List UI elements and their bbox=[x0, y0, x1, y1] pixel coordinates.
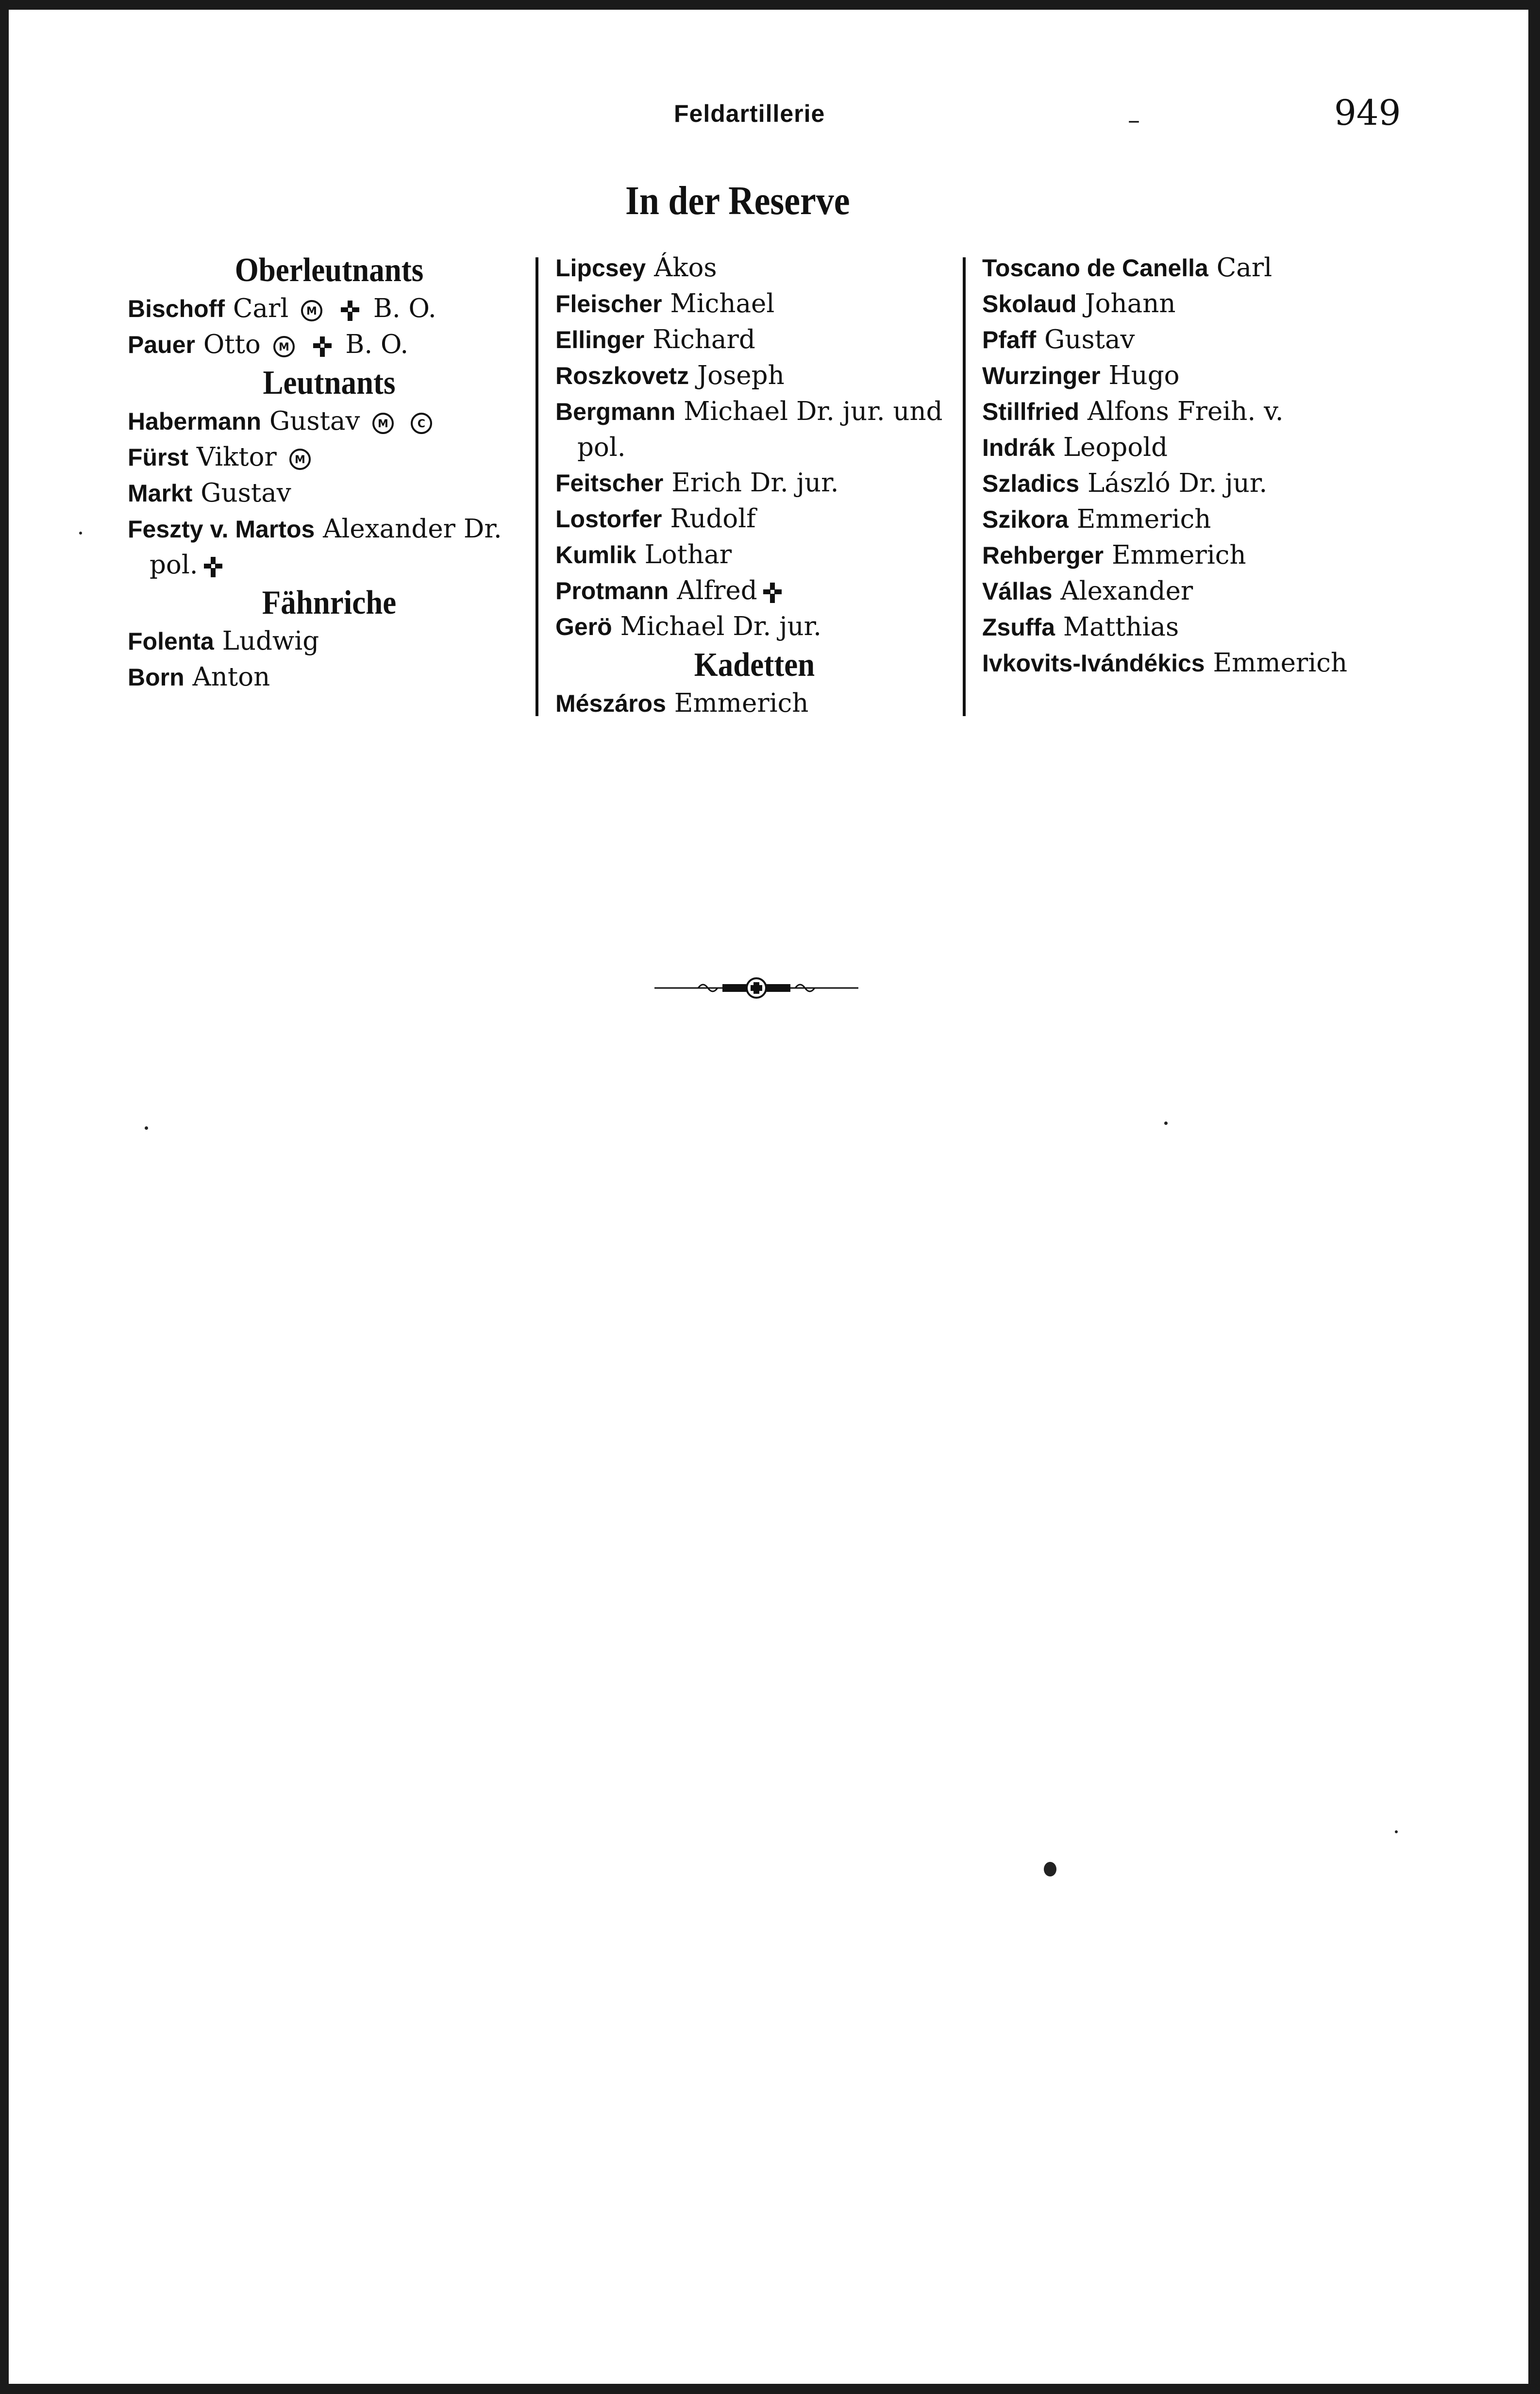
scan-speck bbox=[79, 532, 82, 535]
given-name: Ludwig bbox=[222, 626, 319, 656]
list-item bbox=[982, 573, 1419, 609]
column-divider bbox=[536, 257, 538, 716]
surname: Szikora bbox=[982, 506, 1069, 533]
list-item bbox=[128, 511, 531, 583]
surname: Ivkovits-Ivándékics bbox=[982, 650, 1205, 677]
surname: Bergmann bbox=[555, 398, 676, 425]
list-item bbox=[555, 686, 954, 721]
group-heading-faehnriche: Fähnriche bbox=[262, 584, 397, 621]
surname: Kumlik bbox=[555, 541, 636, 569]
surname: Lostorfer bbox=[555, 505, 662, 533]
svg-text:M: M bbox=[278, 341, 289, 353]
list-item bbox=[555, 537, 954, 573]
entry-continuation bbox=[128, 547, 531, 583]
list-item bbox=[128, 403, 531, 439]
column-2 bbox=[555, 250, 954, 721]
column-3 bbox=[982, 250, 1419, 681]
list-item bbox=[128, 327, 531, 363]
medal-m-icon bbox=[300, 299, 324, 323]
given-name: Emmerich bbox=[1213, 648, 1348, 678]
svg-text:C: C bbox=[418, 418, 426, 430]
svg-text:M: M bbox=[294, 453, 305, 466]
list-item bbox=[982, 645, 1419, 681]
surname: Skolaud bbox=[982, 290, 1077, 318]
surname: Pfaff bbox=[982, 326, 1037, 353]
surname: Toscano de Canella bbox=[982, 254, 1208, 282]
given-name: László bbox=[1087, 469, 1171, 498]
given-name: Ákos bbox=[654, 253, 717, 283]
list-item bbox=[555, 322, 954, 358]
annotation: Dr. jur. bbox=[1178, 469, 1268, 498]
given-name: Hugo bbox=[1108, 361, 1180, 390]
surname: Fleischer bbox=[555, 290, 662, 318]
surname: Markt bbox=[128, 480, 193, 507]
given-name: Otto bbox=[203, 330, 261, 359]
surname: Zsuffa bbox=[982, 614, 1055, 641]
list-item bbox=[555, 465, 954, 501]
given-name: Alfred bbox=[677, 576, 757, 605]
given-name: Emmerich bbox=[674, 688, 809, 718]
given-name: Gustav bbox=[1044, 325, 1135, 354]
surname: Vállas bbox=[982, 578, 1053, 605]
surname: Habermann bbox=[128, 408, 262, 435]
annotation: Dr. bbox=[463, 514, 502, 544]
group-heading-oberleutnants: Oberleutnants bbox=[234, 251, 424, 289]
page-number: 949 bbox=[1334, 92, 1401, 133]
surname: Roszkovetz bbox=[555, 362, 689, 389]
surname: Lipcsey bbox=[555, 254, 646, 282]
column-1 bbox=[128, 250, 531, 695]
list-item bbox=[982, 358, 1419, 394]
scan-speck bbox=[1164, 1122, 1168, 1125]
cross-icon bbox=[201, 555, 225, 579]
medal-c-icon bbox=[409, 411, 434, 435]
given-name: Carl bbox=[1216, 253, 1272, 283]
list-item bbox=[128, 623, 531, 659]
list-item bbox=[982, 394, 1419, 430]
given-name: Alexander bbox=[323, 514, 456, 544]
surname: Bischoff bbox=[128, 295, 225, 322]
surname: Ellinger bbox=[555, 326, 645, 353]
given-name: Leopold bbox=[1063, 433, 1168, 462]
given-name: Gustav bbox=[269, 406, 360, 436]
list-item bbox=[982, 430, 1419, 466]
given-name: Emmerich bbox=[1111, 540, 1246, 570]
list-item bbox=[555, 358, 954, 394]
annotation: Dr. jur. bbox=[750, 468, 839, 498]
list-item bbox=[555, 573, 954, 609]
cross-icon bbox=[338, 299, 362, 323]
list-item bbox=[555, 501, 954, 537]
list-item bbox=[128, 475, 531, 511]
surname: Rehberger bbox=[982, 542, 1104, 569]
surname: Feszty v. Martos bbox=[128, 516, 315, 543]
medal-m-icon bbox=[371, 411, 395, 435]
annotation: Dr. jur. und bbox=[796, 397, 943, 426]
list-item bbox=[982, 466, 1419, 502]
column-divider bbox=[963, 257, 966, 716]
given-name: Johann bbox=[1085, 289, 1176, 318]
medal-m-icon bbox=[272, 335, 296, 359]
continuation-text: pol. bbox=[150, 550, 198, 580]
list-item bbox=[982, 609, 1419, 645]
given-name: Rudolf bbox=[670, 504, 756, 534]
given-name: Carl bbox=[233, 294, 289, 323]
given-name: Richard bbox=[653, 325, 755, 354]
list-item bbox=[555, 609, 954, 645]
surname: Szladics bbox=[982, 470, 1080, 497]
cross-icon bbox=[310, 335, 335, 359]
given-name: Alfons bbox=[1087, 397, 1169, 426]
given-name: Anton bbox=[192, 662, 270, 692]
given-name: Lothar bbox=[644, 540, 732, 569]
list-item bbox=[555, 394, 954, 465]
list-item bbox=[555, 286, 954, 322]
annotation: B. O. bbox=[373, 294, 436, 323]
header-dash: – bbox=[1128, 106, 1140, 134]
list-item bbox=[982, 250, 1419, 286]
given-name: Michael bbox=[620, 612, 725, 641]
group-heading-kadetten: Kadetten bbox=[694, 646, 815, 684]
medal-m-icon bbox=[288, 447, 312, 471]
list-item bbox=[128, 659, 531, 695]
given-name: Michael bbox=[670, 289, 775, 318]
running-title: Feldartillerie bbox=[674, 100, 825, 127]
annotation: Dr. jur. bbox=[733, 612, 822, 641]
surname: Folenta bbox=[128, 628, 214, 655]
scan-speck bbox=[1044, 1862, 1056, 1876]
cross-icon bbox=[760, 581, 785, 605]
surname: Stillfried bbox=[982, 398, 1080, 425]
list-item bbox=[982, 537, 1419, 573]
book-page bbox=[9, 10, 1528, 2384]
annotation: B. O. bbox=[345, 330, 409, 359]
surname: Fürst bbox=[128, 444, 188, 471]
given-name: Viktor bbox=[196, 442, 277, 472]
list-item bbox=[982, 502, 1419, 537]
given-name: Joseph bbox=[697, 361, 785, 390]
svg-text:M: M bbox=[306, 305, 318, 318]
entry-continuation: pol. bbox=[577, 433, 626, 462]
decorative-rule-ornament-icon bbox=[654, 973, 858, 1003]
given-name: Michael bbox=[684, 397, 788, 426]
list-item bbox=[128, 291, 531, 327]
given-name: Gustav bbox=[201, 478, 291, 508]
given-name: Erich bbox=[671, 468, 742, 498]
given-name: Matthias bbox=[1063, 612, 1179, 642]
section-title: In der Reserve bbox=[625, 178, 850, 223]
list-item bbox=[982, 286, 1419, 322]
list-item bbox=[555, 250, 954, 286]
scan-speck bbox=[145, 1126, 148, 1130]
surname: Protmann bbox=[555, 577, 669, 604]
scan-speck bbox=[1395, 1830, 1398, 1833]
given-name: Alexander bbox=[1060, 576, 1193, 606]
surname: Mészáros bbox=[555, 690, 666, 717]
list-item bbox=[982, 322, 1419, 358]
list-item bbox=[128, 439, 531, 475]
surname: Wurzinger bbox=[982, 362, 1101, 389]
annotation: Freih. v. bbox=[1177, 397, 1284, 426]
surname: Indrák bbox=[982, 434, 1055, 461]
svg-text:M: M bbox=[378, 418, 389, 430]
surname: Feitscher bbox=[555, 469, 664, 497]
surname: Pauer bbox=[128, 331, 195, 358]
group-heading-leutnants: Leutnants bbox=[263, 364, 396, 402]
surname: Born bbox=[128, 664, 184, 691]
surname: Gerö bbox=[555, 613, 612, 640]
given-name: Emmerich bbox=[1076, 504, 1211, 534]
